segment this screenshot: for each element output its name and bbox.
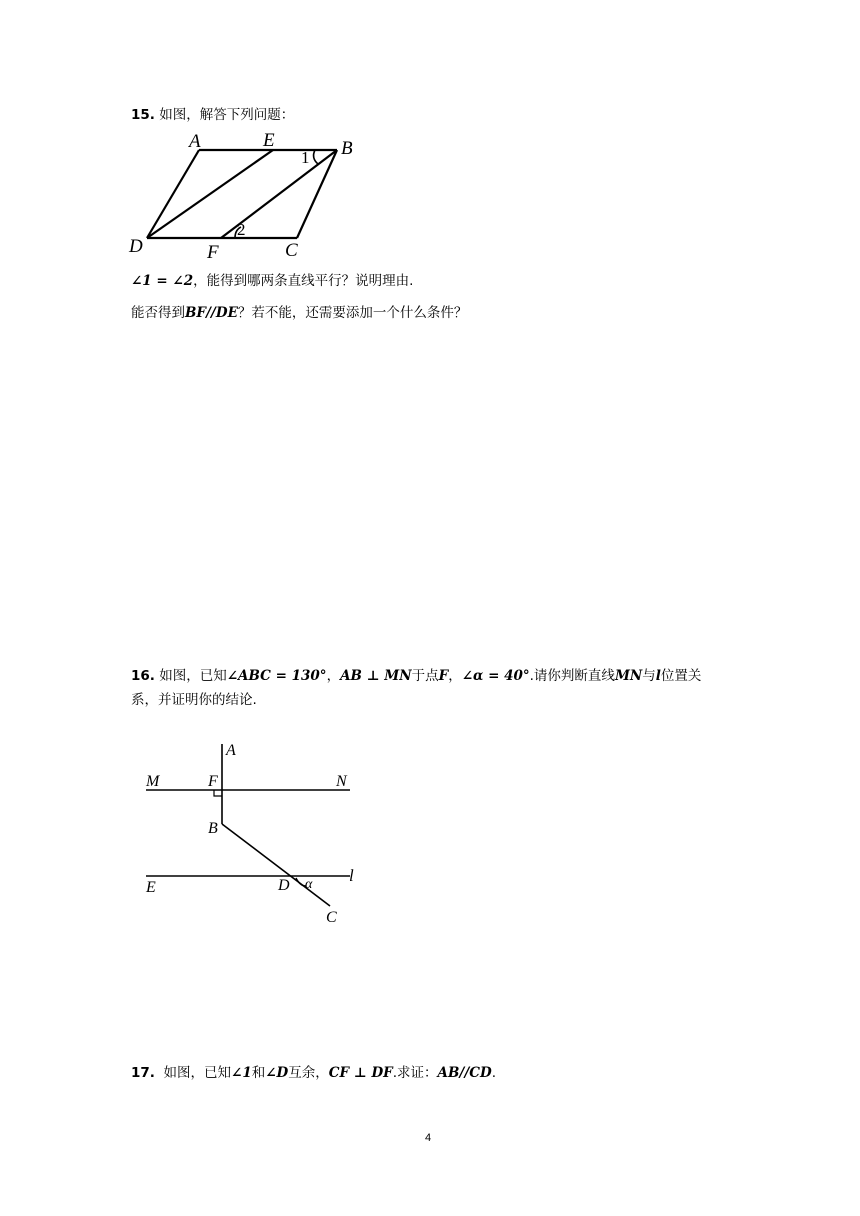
label-F: F [207,242,219,263]
right-angle-mark [214,790,222,796]
q15-part2 [131,303,467,323]
q16-math-1: ∠ABC = 130° [226,668,327,684]
label-alpha: α [305,877,313,892]
segment-DE [147,150,273,238]
q16-math-2: AB ⊥ MN [340,668,412,684]
label-1: 1 [301,148,310,167]
label-2: 2 [237,220,246,239]
label-M: M [146,773,160,790]
label-F: F [208,773,218,790]
q17-text-b: 和 [251,1065,266,1081]
q16-text-e: .请你判断直线 [529,668,615,684]
label-E: E [146,879,156,896]
q15-part1-text: ，能得到哪两条直线平行？说明理由. [193,273,414,289]
q16-text-b: ， [326,668,341,684]
q16-math-6: l [655,668,661,684]
q17-math-2: ∠D [265,1065,289,1081]
q15-part1-math: ∠1 = ∠2 [131,273,194,289]
q16-text-a: 如图，已知 [159,668,227,684]
segment-DA [147,150,199,238]
q16-text-d: ， [448,668,462,684]
q17-number: 17. [131,1065,155,1081]
q15-part2-pre: 能否得到 [131,305,185,321]
q17-text-e: . [491,1065,497,1081]
q17-math-1: ∠1 [231,1065,252,1081]
q15-part2-post: ？若不能，还需要添加一个什么条件？ [237,305,468,321]
label-C: C [285,240,298,261]
q17-text-c: 互余， [288,1065,329,1081]
q17-text-a: 如图，已知 [163,1065,232,1081]
label-A: A [226,742,236,759]
q16-text-c: 于点 [411,668,439,684]
q16-math-3: F [438,668,449,684]
q17-stem [131,1063,496,1083]
q16-math-4: ∠α = 40° [461,668,530,684]
q15-stem-text: 如图，解答下列问题： [159,107,295,123]
segment-BC [222,824,330,906]
q16-text-g: 位置关 [660,668,702,684]
label-A: A [189,131,201,152]
page-number: 4 [425,1132,432,1144]
label-D: D [278,877,290,894]
q15-part1 [131,271,413,291]
q16-number: 16. [131,668,155,684]
q16-line1 [131,666,701,686]
q16-figure [140,738,380,928]
q16-math-5: MN [614,668,643,684]
q17-math-4: AB//CD [437,1065,492,1081]
q17-text-d: .求证： [392,1065,438,1081]
label-E: E [263,130,275,151]
label-D: D [129,236,143,257]
q17-math-3: CF ⊥ DF [328,1065,393,1081]
q16-text-f: 与 [642,668,656,684]
q15-stem [131,105,294,125]
label-B: B [208,820,218,837]
q15-number: 15. [131,107,155,123]
label-C: C [326,909,337,926]
label-B: B [341,138,353,159]
angle-1-arc [314,150,318,164]
q15-part2-math: BF//DE [185,305,238,321]
label-l: l [349,866,354,885]
q16-line2: 系，并证明你的结论. [131,692,257,708]
label-N: N [336,773,347,790]
q15-figure [125,128,365,263]
